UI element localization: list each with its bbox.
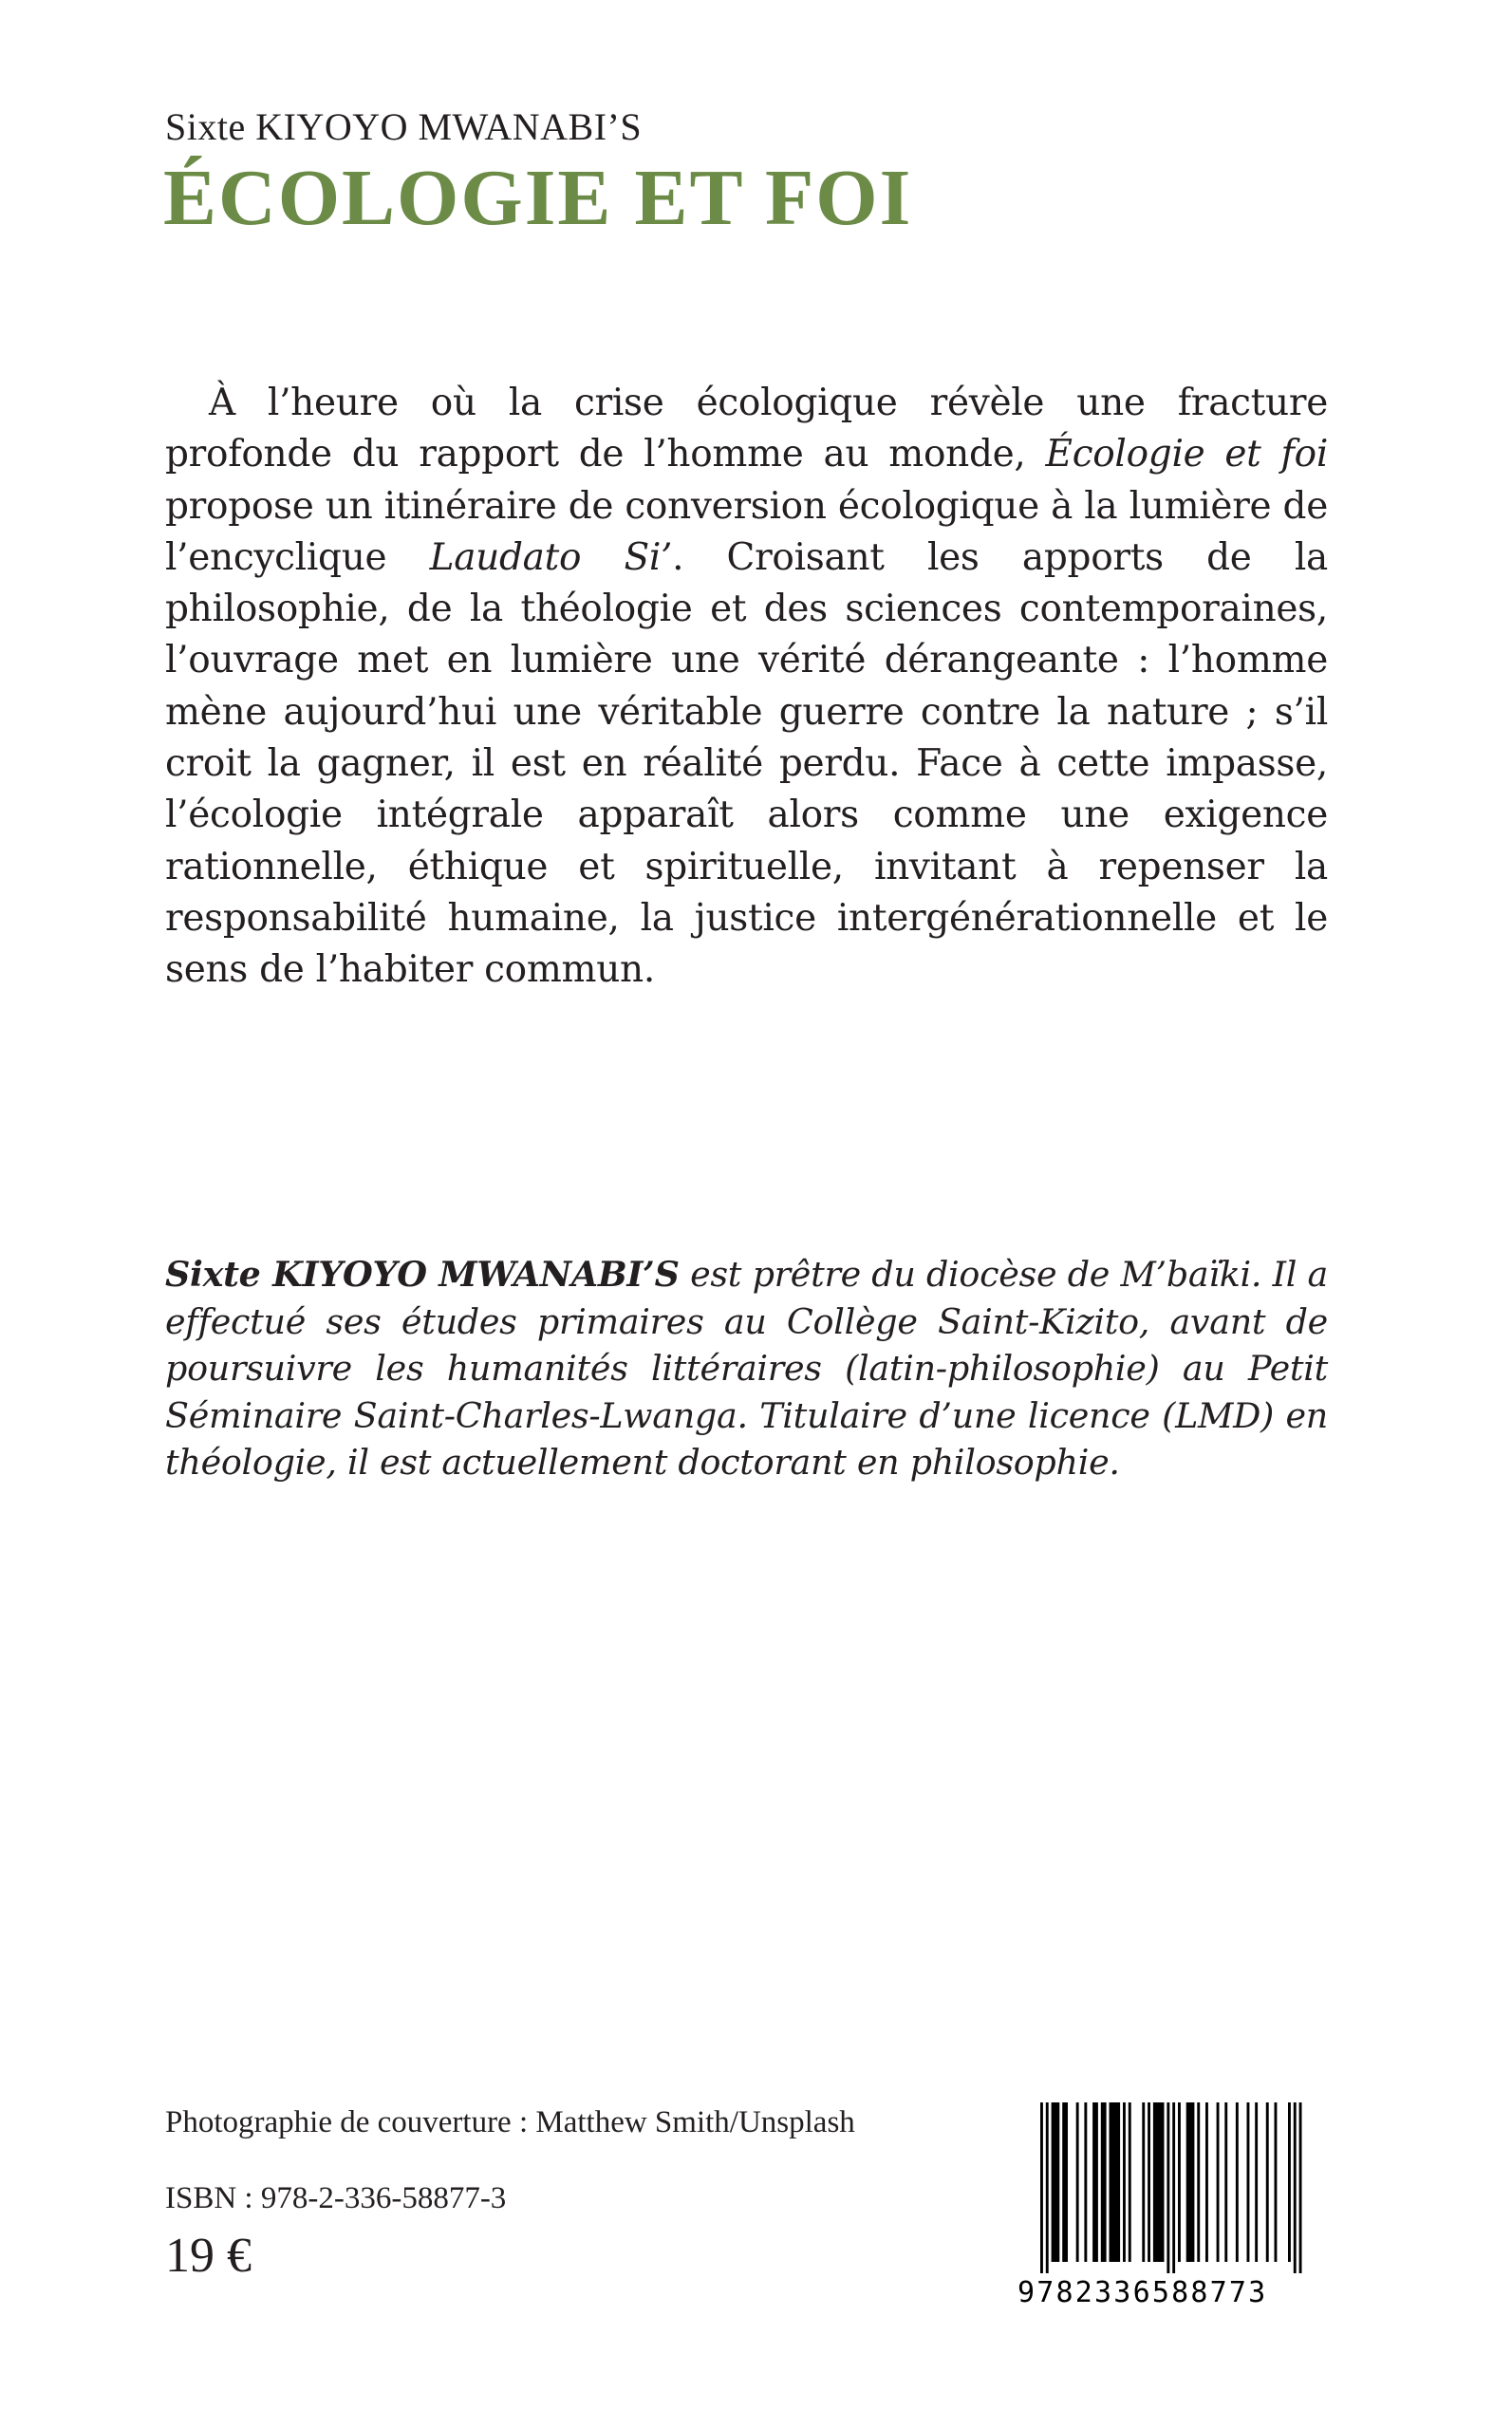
barcode-bar: [1172, 2102, 1175, 2273]
barcode-bar: [1217, 2102, 1220, 2262]
barcode-bar: [1153, 2102, 1165, 2262]
barcode-bar: [1224, 2102, 1227, 2262]
summary-text-3: . Croisant les apports de la philosophie, de la théologie et des sciences contemporaines, l’ouvrage met en lumière une vérité dérangeante : l’homme mène aujourd’hui une véritable guerre contre la nature ; s’il croit la gagner, il est en réalité perdu. Face à cette impasse, l’écologie intégrale apparaît alors comme une exigence rationnelle, éthique et spirituelle, invitant à repenser la responsabilité humaine, la justice intergénérationnelle et le sens de l’habiter commun.: [165, 535, 1328, 992]
barcode-bar: [1197, 2102, 1200, 2262]
barcode-bar: [1236, 2102, 1239, 2262]
barcode-bar: [1178, 2102, 1181, 2262]
summary-italic-title: Écologie et foi: [1045, 433, 1329, 476]
barcode-bar: [1186, 2102, 1195, 2262]
summary-text-2: propose un itinéraire de conversion écologique à la lumière de l’encyclique: [165, 484, 1328, 579]
barcode-bar: [1084, 2102, 1087, 2262]
barcode: [1017, 2102, 1331, 2309]
bio-author-name: Sixte KIYOYO MWANABI’S: [165, 1254, 680, 1295]
barcode-bar: [1123, 2102, 1126, 2262]
barcode-bar: [1142, 2102, 1145, 2262]
bio-text: est prêtre du diocèse de M’baïki. Il a effectué ses études primaires au Collège Saint-Kizito, avant de poursuivre les humanités littéraires (latin-philosophie) au Petit Séminaire Saint-Charles-Lwanga. Titulaire d’une licence (LMD) en théologie, il est actuellement doctorant en philosophie.: [165, 1254, 1329, 1483]
barcode-bar: [1205, 2102, 1208, 2262]
barcode-bar: [1040, 2102, 1043, 2273]
author-name: Sixte KIYOYO MWANABI’S: [165, 105, 643, 148]
book-title: ÉCOLOGIE ET FOI: [163, 154, 913, 242]
summary-text-1: À l’heure où la crise écologique révèle une fracture profonde du rapport de l’homme au monde,: [165, 382, 1328, 476]
author-bio: [165, 1251, 1328, 1486]
barcode-bar: [1148, 2102, 1150, 2262]
barcode-bar: [1255, 2102, 1258, 2262]
photo-credit: Photographie de couverture : Matthew Smith/Unsplash: [165, 2105, 855, 2139]
barcode-icon: [1017, 2102, 1331, 2273]
barcode-bar: [1076, 2102, 1079, 2262]
barcode-bar: [1092, 2102, 1098, 2262]
barcode-bar: [1247, 2102, 1250, 2262]
barcode-bar: [1299, 2102, 1302, 2273]
price: 19 €: [165, 2229, 252, 2283]
barcode-bar: [1275, 2102, 1278, 2262]
barcode-bar: [1052, 2102, 1060, 2262]
isbn: ISBN : 978-2-336-58877-3: [165, 2181, 507, 2215]
barcode-bar: [1062, 2102, 1068, 2262]
barcode-bar: [1046, 2102, 1049, 2273]
barcode-bar: [1110, 2102, 1121, 2262]
book-summary: [165, 378, 1328, 997]
summary-italic-encyclical: Laudato Si’: [429, 535, 673, 579]
barcode-bar: [1101, 2102, 1107, 2262]
barcode-bar: [1167, 2102, 1169, 2273]
barcode-bar: [1129, 2102, 1131, 2262]
barcode-digits: 9782336588773: [1017, 2276, 1268, 2309]
barcode-bar: [1266, 2102, 1269, 2262]
barcode-bar: [1294, 2102, 1297, 2273]
barcode-bar: [1288, 2102, 1291, 2262]
